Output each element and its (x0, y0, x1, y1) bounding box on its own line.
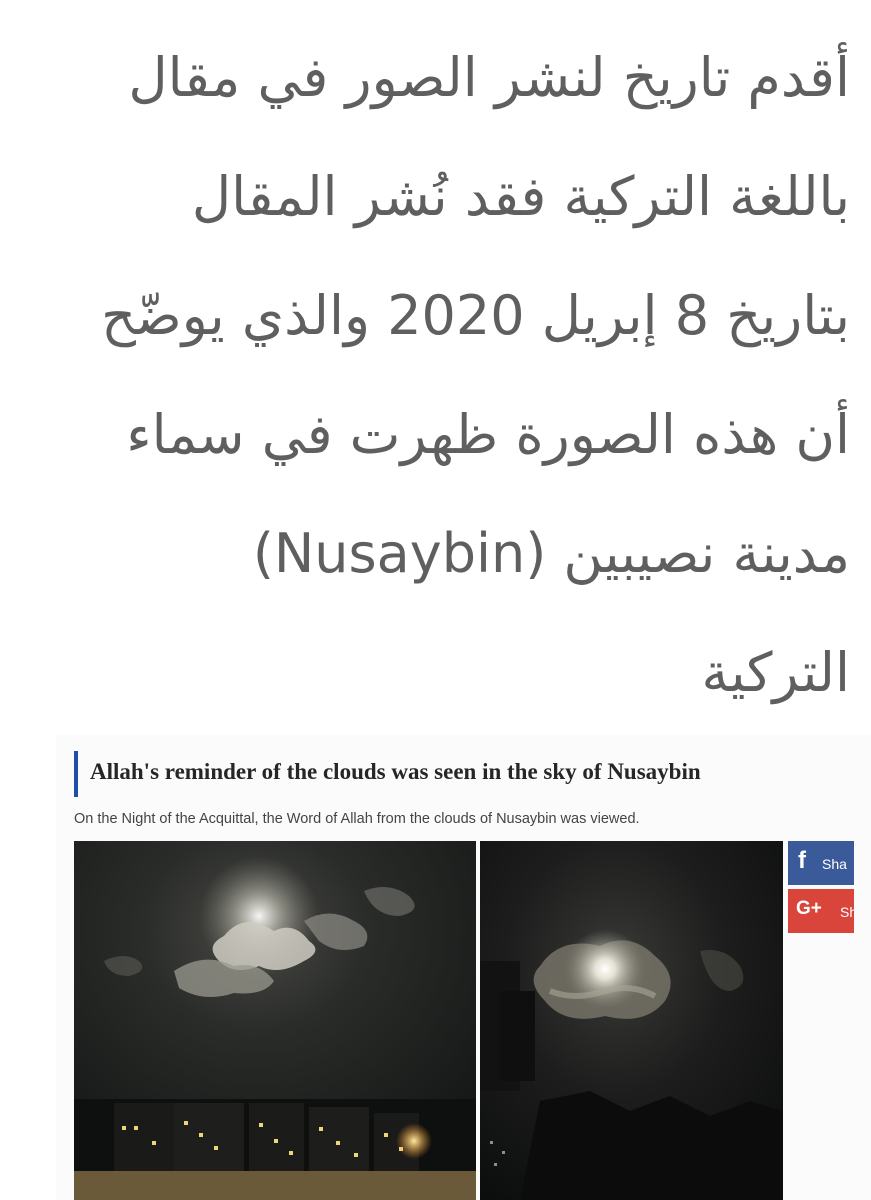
facebook-icon: f (798, 847, 806, 874)
googleplus-share-button[interactable] (788, 889, 858, 933)
article-line: مدينة نصيبين (Nusaybin) (252, 522, 850, 585)
googleplus-icon: G+ (796, 898, 822, 919)
news-subheadline: On the Night of the Acquittal, the Word of Allah from the clouds of Nusaybin was viewed. (74, 811, 640, 827)
night-sky-photo-left (74, 841, 476, 1200)
embedded-news-screenshot (56, 735, 871, 1200)
article-line: أقدم تاريخ لنشر الصور في مقال (128, 46, 850, 109)
article-line: بتاريخ 8 إبريل 2020 والذي يوضّح (101, 284, 850, 347)
headline-accent-bar (74, 751, 78, 797)
article-text (20, 0, 850, 732)
news-headline: Allah's reminder of the clouds was seen in the sky of Nusaybin (90, 759, 701, 784)
article-line: التركية (701, 641, 850, 704)
article-line: أن هذه الصورة ظهرت في سماء (126, 403, 850, 466)
headline-block (74, 751, 854, 797)
facebook-share-label: Sha (822, 856, 847, 872)
facebook-share-button[interactable] (788, 841, 854, 885)
night-sky-photo-right (480, 841, 783, 1200)
googleplus-share-label: Sh (840, 904, 858, 920)
article-line: باللغة التركية فقد نُشر المقال (191, 165, 850, 228)
